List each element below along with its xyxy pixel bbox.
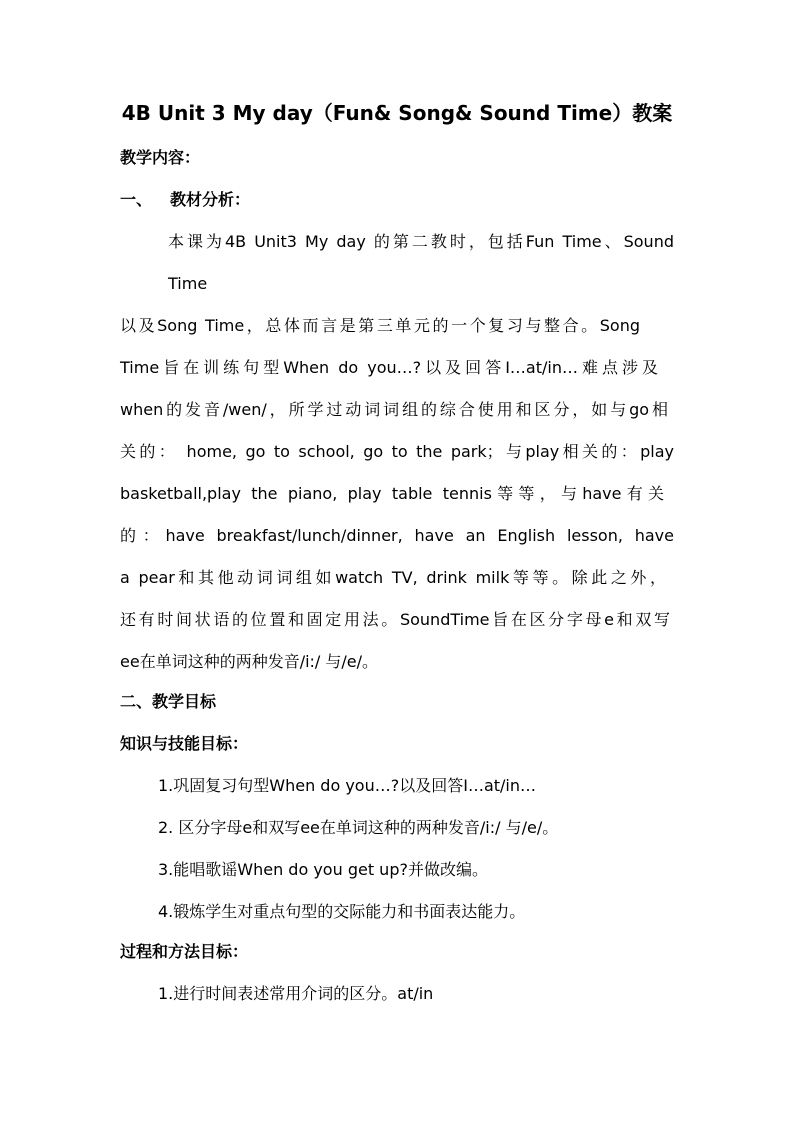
process-heading: 过程和方法目标： xyxy=(120,942,249,961)
paragraph-line: Time xyxy=(168,274,208,293)
paragraph-line: 关的： home, go to school, go to the park；与play相关的：play xyxy=(120,442,674,461)
section2-heading: 二、教学目标 xyxy=(120,692,217,711)
paragraph-line: ee在单词这种的两种发音/i:/ 与/e/。 xyxy=(120,652,379,671)
knowledge-item: 4.锻炼学生对重点句型的交际能力和书面表达能力。 xyxy=(158,902,526,921)
paragraph-line: basketball,play the piano, play table tennis等等，与have有关 xyxy=(120,484,664,503)
process-item: 1.进行时间表述常用介词的区分。at/in xyxy=(158,984,434,1003)
section1-number: 一、 xyxy=(120,190,153,209)
section-content-heading: 教学内容： xyxy=(120,148,201,167)
paragraph-line: when的发音/wen/，所学过动词词组的综合使用和区分，如与go相 xyxy=(120,400,668,419)
paragraph-line: 本课为4B Unit3 My day 的第二教时，包括Fun Time、Sound xyxy=(168,232,674,251)
paragraph-line: a pear和其他动词词组如watch TV, drink milk等等。除此之外， xyxy=(120,568,666,587)
knowledge-heading: 知识与技能目标： xyxy=(120,734,249,753)
knowledge-item: 3.能唱歌谣When do you get up?并做改编。 xyxy=(158,860,488,879)
document-title: 4B Unit 3 My day（Fun& Song& Sound Time）教案 xyxy=(121,101,673,125)
knowledge-item: 2. 区分字母e和双写ee在单词这种的两种发音/i:/ 与/e/。 xyxy=(158,818,559,837)
paragraph-line: 以及Song Time，总体而言是第三单元的一个复习与整合。Song xyxy=(120,316,640,335)
paragraph-line: 还有时间状语的位置和固定用法。SoundTime旨在区分字母e和双写 xyxy=(120,610,670,629)
section1-heading: 教材分析： xyxy=(170,190,251,209)
paragraph-line: 的：have breakfast/lunch/dinner, have an English lesson, have xyxy=(120,526,674,545)
knowledge-item: 1.巩固复习句型When do you…?以及回答I…at/in… xyxy=(158,776,536,795)
paragraph-line: Time旨在训练句型When do you…?以及回答I…at/in…难点涉及 xyxy=(120,358,658,377)
